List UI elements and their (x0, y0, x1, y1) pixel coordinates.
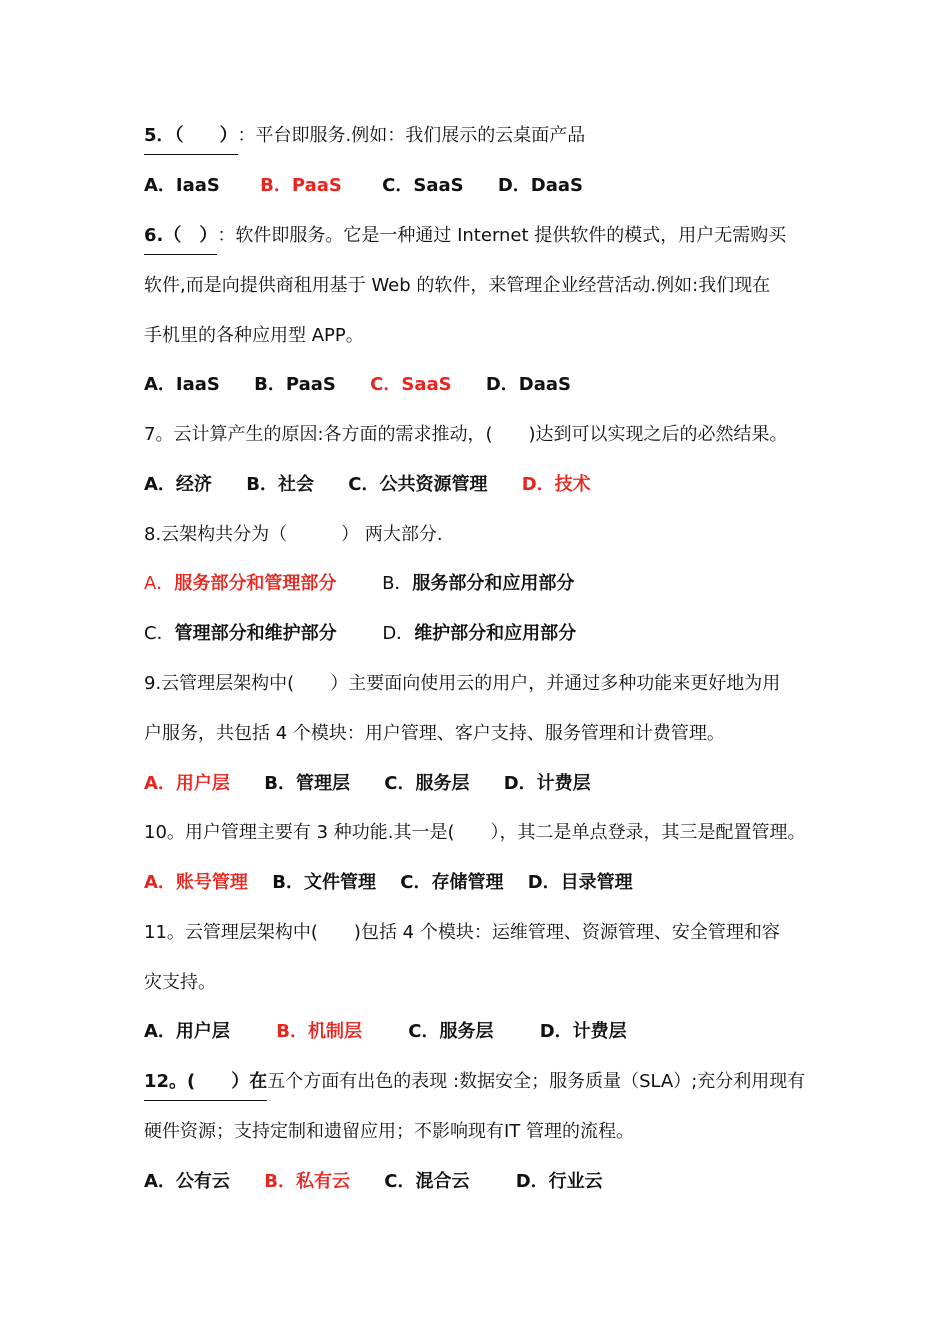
q6-option-a: A．IaaS (144, 374, 220, 395)
q7-stem: 7。云计算产生的原因:各方面的需求推动，( )达到可以实现之后的必然结果。 (144, 424, 788, 445)
q6-option-b: B．PaaS (254, 374, 336, 395)
q8-option-b-letter: B． (382, 573, 413, 594)
q8-option-d-letter: D． (382, 623, 415, 644)
q11-option-a: A．用户层 (144, 1021, 230, 1042)
q5-option-d: D．DaaS (497, 175, 583, 196)
q8-option-a-letter: A． (144, 573, 175, 594)
q9-option-b: B．管理层 (264, 773, 350, 794)
q9-option-c: C．服务层 (384, 773, 470, 794)
q5-text: ：平台即服务.例如：我们展示的云桌面产品 (237, 125, 586, 146)
q12-number: 12。( ）在 (144, 1070, 267, 1101)
q7-option-a: A．经济 (144, 474, 212, 495)
q8-option-a (144, 572, 336, 596)
q5-number: 5．（ ） (144, 124, 238, 155)
q6-option-d: D．DaaS (485, 374, 571, 395)
q12-stem (144, 1070, 824, 1101)
q7-option-b: B．社会 (246, 474, 314, 495)
q6-text-line3: 手机里的各种应用型 APP。 (144, 325, 364, 346)
q11-options (144, 1020, 824, 1044)
q8-stem: 8.云架构共分为（ ） 两大部分. (144, 524, 443, 545)
q11-stem-line2: 灾支持。 (144, 972, 216, 993)
q7-options (144, 473, 824, 497)
q6-option-c: C．SaaS (370, 374, 452, 395)
q12-options (144, 1170, 824, 1194)
q7-option-c: C．公共资源管理 (348, 474, 488, 495)
q10-option-d: D．目录管理 (527, 872, 633, 893)
q10-option-a: A．账号管理 (144, 872, 248, 893)
q9-options (144, 772, 824, 796)
q10-option-c: C．存储管理 (400, 872, 504, 893)
q6-stem (144, 224, 824, 255)
q12-option-c: C．混合云 (384, 1171, 470, 1192)
q12-option-a: A．公有云 (144, 1171, 230, 1192)
q9-stem-line2: 户服务，共包括 4 个模块：用户管理、客户支持、服务管理和计费管理。 (144, 723, 725, 744)
q10-option-b: B．文件管理 (272, 872, 376, 893)
q8-option-c-text: 管理部分和维护部分 (174, 623, 337, 644)
q10-stem: 10。用户管理主要有 3 种功能.其一是( ），其二是单点登录，其三是配置管理。 (144, 822, 806, 843)
q8-option-a-text: 服务部分和管理部分 (174, 573, 337, 594)
q11-option-c: C．服务层 (408, 1021, 494, 1042)
q12-option-b: B．私有云 (264, 1171, 350, 1192)
q8-options-row1 (144, 572, 824, 596)
q5-option-c: C．SaaS (382, 175, 464, 196)
q6-text-line2: 软件,而是向提供商租用基于 Web 的软件，来管理企业经营活动.例如:我们现在 (144, 275, 771, 296)
q8-option-c-letter: C． (144, 623, 175, 644)
q9-option-a: A．用户层 (144, 773, 230, 794)
q5-option-a: A．IaaS (144, 175, 220, 196)
q6-options (144, 373, 824, 397)
q8-option-b-text: 服务部分和应用部分 (412, 573, 575, 594)
q5-stem (144, 124, 824, 155)
q8-options-row2 (144, 622, 824, 646)
q8-option-d-text: 维护部分和应用部分 (414, 623, 577, 644)
q12-option-d: D．行业云 (515, 1171, 603, 1192)
q9-stem-line1: 9.云管理层架构中( ）主要面向使用云的用户，并通过多种功能来更好地为用 (144, 673, 781, 694)
q9-option-d: D．计费层 (503, 773, 591, 794)
q5-options (144, 174, 824, 198)
q6-text-line1: ：软件即服务。它是一种通过 Internet 提供软件的模式，用户无需购买 (217, 225, 787, 246)
q8-option-c (144, 622, 337, 646)
q8-option-b (382, 572, 574, 596)
q10-options (144, 871, 824, 895)
q11-option-b: B．机制层 (276, 1021, 362, 1042)
q7-option-d: D．技术 (521, 474, 591, 495)
q8-option-d (382, 622, 576, 646)
q5-option-b: B．PaaS (260, 175, 342, 196)
q11-stem-line1: 11。云管理层架构中( )包括 4 个模块：运维管理、资源管理、安全管理和容 (144, 922, 780, 943)
q12-text-line2: 硬件资源；支持定制和遗留应用；不影响现有IT 管理的流程。 (144, 1121, 635, 1142)
q11-option-d: D．计费层 (539, 1021, 627, 1042)
q12-text-line1: 五个方面有出色的表现 :数据安全；服务质量（SLA）;充分利用现有 (267, 1071, 806, 1092)
q6-number: 6.（ ） (144, 224, 217, 255)
